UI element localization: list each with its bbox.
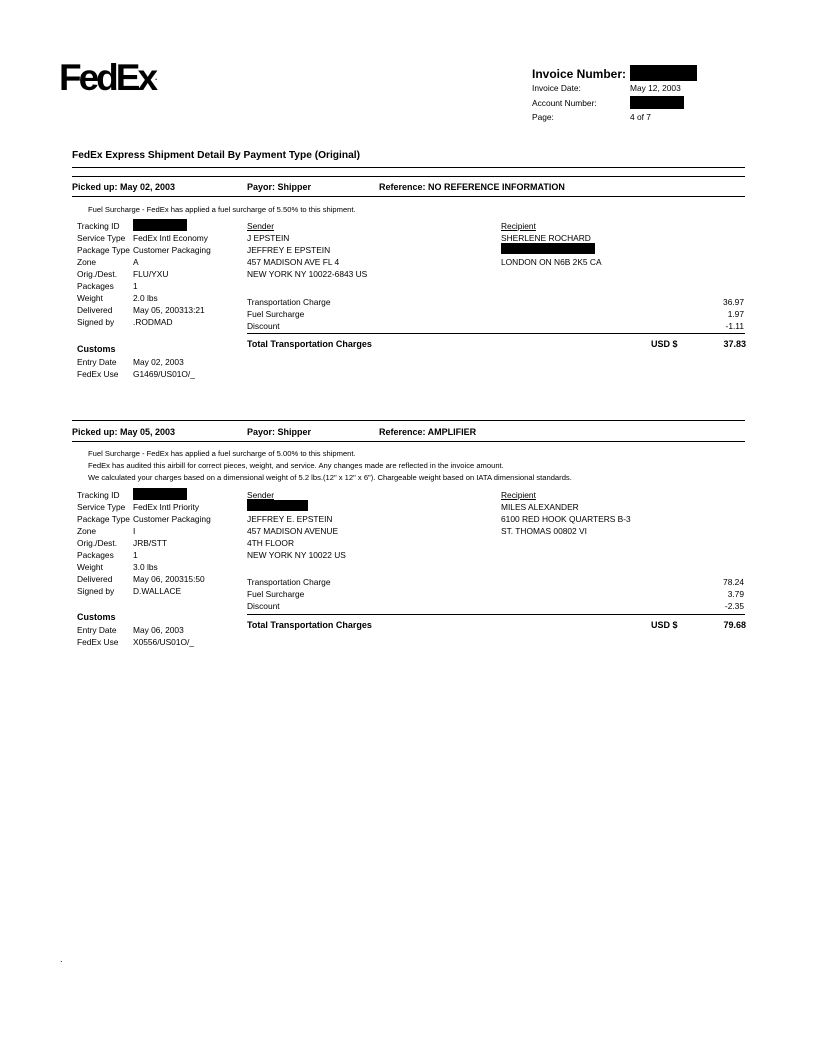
shipment-1-weight-label: Weight: [77, 293, 103, 303]
shipment-2-weight-label: Weight: [77, 562, 103, 572]
shipment-2-fedex-use-label: FedEx Use: [77, 637, 119, 647]
shipment-2-fedex-use: X0556/US01O/_: [133, 637, 194, 647]
shipment-2-tracking-redaction: [133, 488, 187, 500]
shipment-2-packages: 1: [133, 550, 138, 560]
shipment-1-top-rule: [72, 176, 745, 177]
shipment-2-customs-heading: Customs: [77, 612, 116, 622]
shipment-2-packages-label: Packages: [77, 550, 114, 560]
shipment-1-package-type-label: Package Type: [77, 245, 130, 255]
fedex-logo: FedEx.: [59, 57, 158, 98]
shipment-1-orig-dest: FLU/YXU: [133, 269, 169, 279]
shipment-2-zone-label: Zone: [77, 526, 97, 536]
shipment-2-service-type: FedEx Intl Priority: [133, 502, 200, 512]
shipment-2-fuel-surcharge-label: Fuel Surcharge: [247, 589, 305, 599]
shipment-2-orig-dest: JRB/STT: [133, 538, 167, 548]
shipment-2-fuel-surcharge: 3.79: [727, 589, 744, 599]
account-number-label: Account Number:: [532, 98, 597, 108]
shipment-2-zone: I: [133, 526, 136, 536]
page-label: Page:: [532, 112, 554, 122]
footer-mark: .: [60, 954, 63, 964]
shipment-1-fedex-use: G1469/US01O/_: [133, 369, 195, 379]
shipment-1-transportation-charge-label: Transportation Charge: [247, 297, 331, 307]
shipment-2-orig-dest-label: Orig./Dest.: [77, 538, 118, 548]
shipment-1-tracking-label: Tracking ID: [77, 221, 120, 231]
page-value: 4 of 7: [630, 112, 651, 122]
shipment-1-recipient-redaction: [501, 243, 595, 254]
account-number-redaction: [630, 96, 684, 109]
invoice-date-value: May 12, 2003: [630, 83, 681, 93]
shipment-1-transportation-charge: 36.97: [723, 297, 744, 307]
shipment-2-sender-line: 4TH FLOOR: [247, 538, 294, 548]
shipment-1-sender-line: 457 MADISON AVE FL 4: [247, 257, 340, 267]
shipment-2-discount: -2.35: [724, 601, 744, 611]
shipment-1-sender-line: NEW YORK NY 10022-6843 US: [247, 269, 368, 279]
shipment-1-tracking-redaction: [133, 219, 187, 231]
shipment-2-payor: Payor: Shipper: [247, 427, 312, 437]
shipment-1-fuel-surcharge-label: Fuel Surcharge: [247, 309, 305, 319]
shipment-1-zone-label: Zone: [77, 257, 97, 267]
shipment-1-fuel-surcharge: 1.97: [727, 309, 744, 319]
shipment-2-total: 79.68: [723, 620, 746, 630]
shipment-1-currency: USD $: [651, 339, 678, 349]
shipment-1-signed-by: .RODMAD: [133, 317, 173, 327]
shipment-1-recipient-line: SHERLENE ROCHARD: [501, 233, 591, 243]
shipment-2-sender-redaction: [247, 500, 308, 511]
shipment-2-header-rule: [72, 441, 745, 442]
fedex-logo-text: FedEx: [59, 57, 156, 98]
shipment-1-service-type: FedEx Intl Economy: [133, 233, 208, 243]
shipment-2-sender-line: NEW YORK NY 10022 US: [247, 550, 346, 560]
invoice-date-label: Invoice Date:: [532, 83, 581, 93]
shipment-2-signed-by-label: Signed by: [77, 586, 115, 596]
shipment-2-recipient-heading: Recipient: [501, 490, 536, 500]
title-rule: [72, 167, 745, 168]
shipment-2-recipient-line: MILES ALEXANDER: [501, 502, 579, 512]
invoice-number-label: Invoice Number:: [532, 67, 627, 81]
shipment-1-recipient-heading: Recipient: [501, 221, 536, 231]
shipment-1-entry-date: May 02, 2003: [133, 357, 184, 367]
shipment-1-total-rule: [247, 333, 745, 334]
shipment-1-total-label: Total Transportation Charges: [247, 339, 372, 349]
shipment-2-weight: 3.0 lbs: [133, 562, 158, 572]
shipment-2-signed-by: D.WALLACE: [133, 586, 182, 596]
shipment-2-note: We calculated your charges based on a dimensional weight of 5.2 lbs.(12" x 12" x 6"). Chargeable weight based on IATA dimensional standards.: [88, 473, 572, 482]
shipment-2-total-rule: [247, 614, 745, 615]
invoice-number-redaction: [630, 65, 697, 81]
shipment-1-packages-label: Packages: [77, 281, 114, 291]
shipment-2-entry-date-label: Entry Date: [77, 625, 117, 635]
shipment-1-payor: Payor: Shipper: [247, 182, 312, 192]
shipment-1-total: 37.83: [723, 339, 746, 349]
shipment-1-delivered: May 05, 200313:21: [133, 305, 205, 315]
shipment-1-delivered-label: Delivered: [77, 305, 113, 315]
shipment-1-zone: A: [133, 257, 139, 267]
shipment-1-recipient-line: LONDON ON N6B 2K5 CA: [501, 257, 602, 267]
shipment-2-tracking-label: Tracking ID: [77, 490, 120, 500]
shipment-1-signed-by-label: Signed by: [77, 317, 115, 327]
shipment-2-delivered-label: Delivered: [77, 574, 113, 584]
shipment-2-recipient-line: ST. THOMAS 00802 VI: [501, 526, 587, 536]
shipment-1-customs-heading: Customs: [77, 344, 116, 354]
shipment-1-packages: 1: [133, 281, 138, 291]
shipment-2-top-rule: [72, 420, 745, 421]
shipment-1-package-type: Customer Packaging: [133, 245, 211, 255]
shipment-1-reference: Reference: NO REFERENCE INFORMATION: [379, 182, 565, 192]
shipment-2-sender-heading: Sender: [247, 490, 275, 500]
shipment-1-sender-line: JEFFREY E EPSTEIN: [247, 245, 331, 255]
shipment-1-sender-line: J EPSTEIN: [247, 233, 290, 243]
shipment-1-note: Fuel Surcharge - FedEx has applied a fuel surcharge of 5.50% to this shipment.: [88, 205, 356, 214]
document-title: FedEx Express Shipment Detail By Payment Type (Original): [72, 150, 360, 161]
shipment-2-total-label: Total Transportation Charges: [247, 620, 372, 630]
shipment-2-package-type-label: Package Type: [77, 514, 130, 524]
shipment-2-currency: USD $: [651, 620, 678, 630]
shipment-2-recipient-line: 6100 RED HOOK QUARTERS B-3: [501, 514, 631, 524]
shipment-1-service-type-label: Service Type: [77, 233, 126, 243]
shipment-1-discount: -1.11: [725, 321, 744, 331]
shipment-2-picked-up: Picked up: May 05, 2003: [72, 427, 176, 437]
shipment-2-service-type-label: Service Type: [77, 502, 126, 512]
shipment-1-orig-dest-label: Orig./Dest.: [77, 269, 118, 279]
shipment-2-delivered: May 06, 200315:50: [133, 574, 205, 584]
shipment-2-transportation-charge-label: Transportation Charge: [247, 577, 331, 587]
shipment-1-entry-date-label: Entry Date: [77, 357, 117, 367]
shipment-2-package-type: Customer Packaging: [133, 514, 211, 524]
shipment-2-sender-line: 457 MADISON AVENUE: [247, 526, 339, 536]
shipment-1-fedex-use-label: FedEx Use: [77, 369, 119, 379]
shipment-2-note: Fuel Surcharge - FedEx has applied a fuel surcharge of 5.00% to this shipment.: [88, 449, 356, 458]
shipment-1-weight: 2.0 lbs: [133, 293, 158, 303]
shipment-1-header-rule: [72, 196, 745, 197]
shipment-2-transportation-charge: 78.24: [723, 577, 744, 587]
shipment-1-sender-heading: Sender: [247, 221, 275, 231]
shipment-1-picked-up: Picked up: May 02, 2003: [72, 182, 176, 192]
shipment-2-sender-line: JEFFREY E. EPSTEIN: [247, 514, 333, 524]
shipment-2-discount-label: Discount: [247, 601, 280, 611]
shipment-1-discount-label: Discount: [247, 321, 280, 331]
shipment-2-reference: Reference: AMPLIFIER: [379, 427, 477, 437]
shipment-2-note: FedEx has audited this airbill for correct pieces, weight, and service. Any changes made are reflected in the invoice amount.: [88, 461, 504, 470]
shipment-2-entry-date: May 06, 2003: [133, 625, 184, 635]
